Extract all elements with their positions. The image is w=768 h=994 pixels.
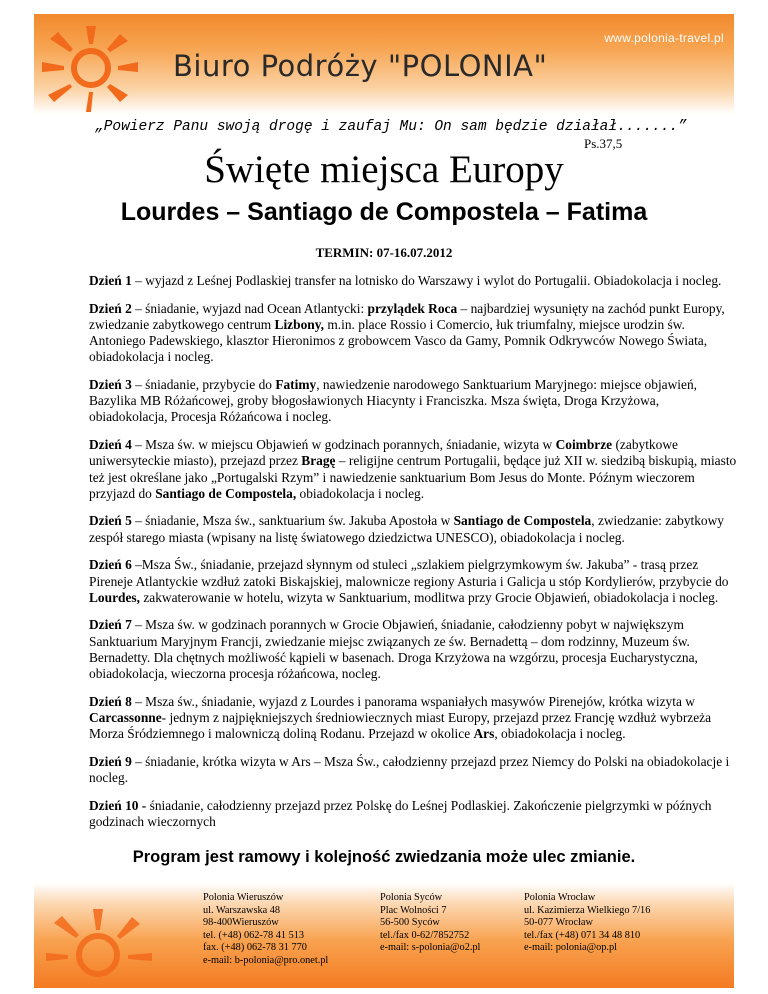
day-text: (zabytkowe uniwersyteckie miasto), przejazd przez [89, 437, 678, 469]
day-text: , obiadokolacja i nocleg. [494, 726, 626, 742]
office-sycow [380, 892, 480, 955]
itinerary-day [89, 301, 737, 366]
day-label: Dzień 3 [89, 377, 132, 393]
day-text: śniadanie, całodzienny przejazd przez Polskę do Leśnej Podlaskiej. Zakończenie pielgrzymki w późnych godzinach wieczornych [89, 797, 712, 829]
place-name: Fatimy [275, 377, 317, 393]
day-label: Dzień 1 [89, 273, 132, 288]
place-name: Lizbony, [274, 316, 325, 332]
day-text: m.in. place Rossio i Comercio, łuk triumfalny, miejsce urodzin św. Antoniego Padewskiego, klasztor Hieronimos z grobowcem Vasco da Gamy, Pomnik Odkrywców Nowego Świata, obiadokolacja i nocleg. [89, 316, 708, 365]
office-detail: 56-500 Syców [380, 917, 440, 928]
place-name: Carcassonne [89, 709, 162, 725]
office-detail: Plac Wolności 7 [380, 904, 447, 916]
day-label: Dzień 9 [89, 753, 132, 769]
day-text: obiadokolacja i nocleg. [296, 485, 425, 501]
office-detail: fax. (+48) 062-78 31 770 [203, 942, 307, 953]
place-name: Bragę [301, 453, 336, 469]
sun-logo-icon [36, 22, 146, 114]
day-label: Dzień 7 [89, 617, 132, 633]
place-name: Santiago de Compostela, [155, 485, 297, 501]
office-detail: 50-077 Wrocław [524, 917, 593, 928]
day-text: – najbardziej wysunięty na zachód punkt Europy, zwiedzanie zabytkowego centrum [89, 300, 725, 332]
office-detail: ul. Kazimierza Wielkiego 7/16 [524, 904, 651, 916]
place-name: przylądek Roca [367, 300, 458, 316]
day-text: zakwaterowanie w hotelu, wizyta w Sanktuarium, modlitwa przy Grocie Objawień, obiadokolacja i nocleg. [139, 589, 719, 605]
agency-title: Biuro Podróży "POLONIA" [173, 49, 548, 83]
day-text: , zwiedzanie: zabytkowy zespół starego miasta (wpisany na listę światowego dziedzictwa UNESCO), obiadokolacja i nocleg. [89, 513, 724, 545]
day-label: Dzień 2 [89, 300, 132, 316]
itinerary-day [89, 617, 737, 682]
quote-reference: Ps.37,5 [584, 136, 623, 151]
itinerary [89, 273, 737, 842]
day-text: – śniadanie, krótka wizyta w Ars – Msza Św., całodzienny przejazd przez Niemcy do Polski na obiadokolacje i nocleg. [89, 753, 730, 786]
place-name: Coimbrze [555, 437, 613, 453]
office-email[interactable]: e-mail: s-polonia@o2.pl [380, 942, 481, 953]
itinerary-day [89, 557, 737, 606]
day-text: – religijne centrum Portugalii, będące już XII w. siedzibą biskupią, miasto też jest określane jako „Portugalski Rzym” i nawiedzenie sanktuarium Bom Jesus do Monte. Późnym wieczorem przyjazd do [89, 453, 737, 501]
day-text: – Msza św. w godzinach porannych w Grocie Objawień, śniadanie, całodzienny pobyt w największym Sanktuarium Maryjnym Francji, zwiedzanie miejsc związanych ze św. Bernadettą – dom rodzinny, Muzeum św. Bernadetty. Dla chętnych możliwość kąpieli w basenach. Droga Krzyżowa na wzgórzu, procesja Eucharystyczna, obiadokolacja, wieczorna procesja różańcowa, nocleg. [89, 617, 698, 682]
website-url[interactable]: www.polonia-travel.pl [604, 31, 724, 45]
office-email[interactable]: e-mail: polonia@op.pl [524, 942, 617, 953]
day-text: – Msza św., śniadanie, wyjazd z Lourdes i panorama wspaniałych masywów Pirenejów, krótka wizyta w [131, 693, 695, 709]
day-label: Dzień 8 [89, 693, 132, 709]
day-text: – śniadanie, wyjazd nad Ocean Atlantycki: [131, 300, 368, 316]
office-name: Polonia Syców [380, 892, 443, 903]
footer-banner [34, 883, 734, 988]
route-title: Lourdes – Santiago de Compostela – Fatima [120, 198, 648, 226]
day-text: , nawiedzenie narodowego Sanktuarium Maryjnego: miejsce objawień, Bazylika MB Różańcowej, groby błogosławionych Hiacynty i Franciszka. Msza święta, Droga Krzyżowa, obiadokolacja, Procesja Różańcowa i nocleg. [89, 377, 697, 425]
itinerary-day [89, 694, 737, 743]
day-text: – Msza św. w miejscu Objawień w godzinach porannych, śniadanie, wizyta w [131, 437, 556, 453]
office-detail: tel./fax (+48) 071 34 48 810 [524, 929, 641, 941]
place-name: Santiago de Compostela [453, 513, 592, 529]
office-detail: 98-400Wieruszów [203, 917, 279, 928]
day-label: Dzień 6 [89, 557, 132, 573]
sun-logo-icon [38, 903, 158, 983]
itinerary-day [89, 377, 737, 426]
day-text: – wyjazd z Leśnej Podlaskiej transfer na lotnisko do Warszawy i wylot do Portugalii. Obiadokolacja i nocleg. [131, 273, 722, 288]
program-note: Program jest ramowy i kolejność zwiedzania może ulec zmianie. [132, 848, 636, 866]
office-detail: ul. Warszawska 48 [203, 904, 281, 916]
itinerary-day [89, 513, 737, 545]
day-text: – śniadanie, Msza św., sanktuarium św. Jakuba Apostoła w [131, 513, 454, 529]
place-name: Lourdes, [89, 589, 140, 605]
trip-date: TERMIN: 07-16.07.2012 [315, 245, 453, 260]
itinerary-day [89, 798, 737, 830]
office-email[interactable]: e-mail: b-polonia@pro.onet.pl [203, 954, 329, 966]
day-label: Dzień 5 [89, 513, 132, 529]
day-text: - jednym z najpiękniejszych średniowiecznych miast Europy, przejazd przez Francję wzdłuż wybrzeża Morza Śródziemnego i malowniczą doliną Rodanu. Przejazd w okolice [89, 709, 712, 742]
place-name: Ars [473, 726, 495, 742]
office-name: Polonia Wrocław [524, 892, 596, 903]
office-detail: tel. (+48) 062-78 41 513 [203, 929, 305, 941]
bible-quote: „Powierz Panu swoją drogę i zaufaj Mu: On sam będzie działał.......” [95, 119, 687, 135]
office-name: Polonia Wieruszów [203, 892, 284, 903]
office-wieruszow [203, 892, 328, 967]
itinerary-day [89, 437, 737, 502]
office-detail: tel./fax 0-62/7852752 [380, 929, 470, 941]
day-text: –Msza Św., śniadanie, przejazd słynnym od stuleci „szlakiem pielgrzymkowym św. Jakuba” - trasą przez Pireneje Atlantyckie wzdłuż zatoki Biskajskiej, malownicze regiony Asturia i Galicja u stóp Kordylierów, przybycie do [89, 557, 729, 589]
itinerary-day [89, 754, 737, 786]
itinerary-day [89, 273, 737, 289]
office-wroclaw [524, 892, 650, 955]
day-label: Dzień 10 - [89, 797, 147, 813]
header-banner [34, 14, 734, 114]
day-text: – śniadanie, przybycie do [131, 377, 276, 393]
day-label: Dzień 4 [89, 437, 132, 453]
page-title: Święte miejsca Europy [204, 148, 564, 191]
